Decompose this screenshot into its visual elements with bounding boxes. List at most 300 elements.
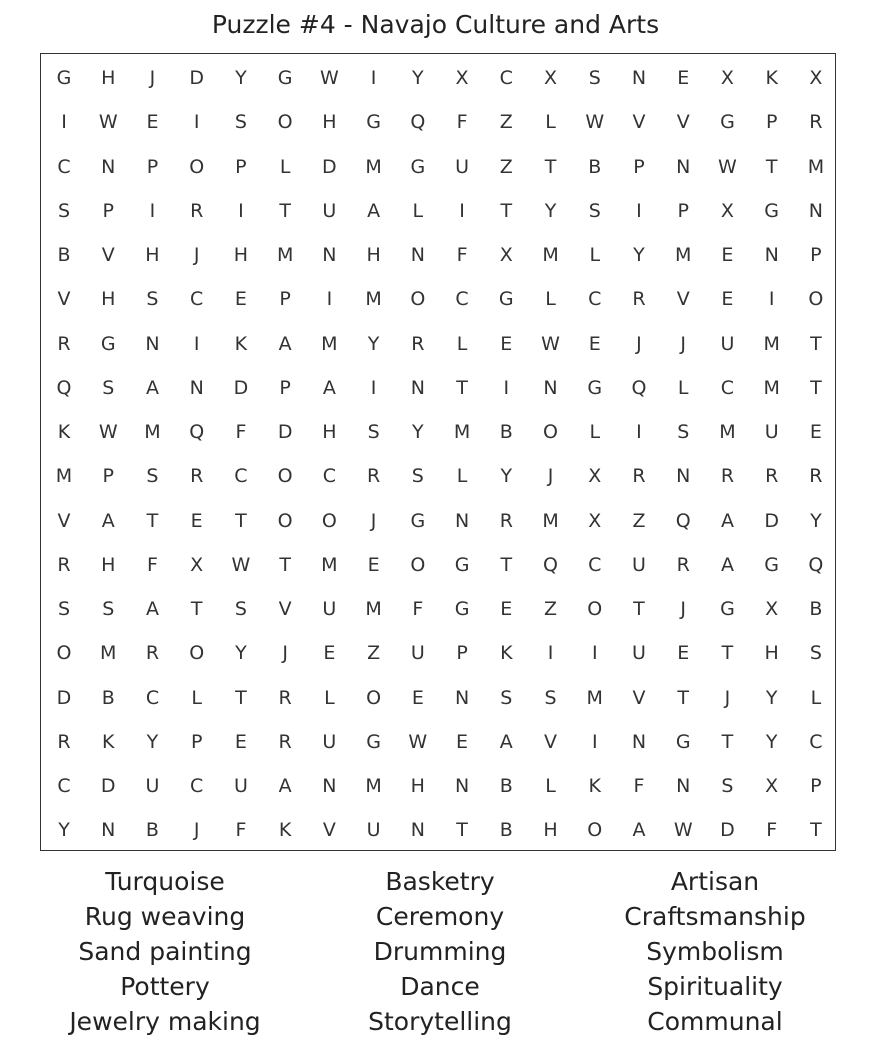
grid-letter: O bbox=[277, 111, 293, 134]
grid-letter: E bbox=[809, 421, 822, 443]
grid-letter: Y bbox=[412, 67, 424, 89]
grid-letter: D bbox=[764, 509, 779, 532]
letter-grid bbox=[40, 53, 836, 851]
grid-letter: I bbox=[503, 376, 510, 399]
grid-letter: H bbox=[322, 421, 337, 443]
grid-letter: N bbox=[808, 199, 824, 222]
grid-letter: C bbox=[57, 775, 71, 797]
word-item: Symbolism bbox=[646, 937, 784, 966]
grid-letter: H bbox=[322, 111, 337, 134]
grid-letter: I bbox=[636, 421, 642, 443]
grid-letter: J bbox=[680, 332, 687, 355]
grid-letter: J bbox=[547, 465, 554, 488]
grid-letter: T bbox=[721, 642, 734, 665]
grid-letter: F bbox=[633, 775, 645, 797]
grid-letter: D bbox=[322, 155, 337, 178]
grid-letter: K bbox=[765, 67, 778, 89]
grid-letter: E bbox=[721, 288, 734, 311]
grid-letter: R bbox=[57, 332, 71, 355]
grid-letter: A bbox=[499, 730, 513, 753]
grid-letter: O bbox=[366, 686, 382, 709]
grid-letter: G bbox=[410, 509, 426, 532]
grid-letter: L bbox=[412, 199, 424, 222]
grid-letter: T bbox=[633, 598, 645, 620]
grid-letter: J bbox=[724, 686, 731, 709]
grid-letter: M bbox=[365, 155, 382, 178]
word-item: Basketry bbox=[385, 867, 495, 896]
grid-letter: G bbox=[720, 598, 735, 620]
grid-letter: E bbox=[367, 553, 380, 576]
grid-letter: N bbox=[676, 155, 691, 178]
grid-letter: K bbox=[500, 642, 513, 665]
grid-letter: J bbox=[680, 598, 687, 620]
grid-letter: G bbox=[498, 288, 514, 311]
word-item: Sand painting bbox=[78, 937, 252, 966]
grid-letter: U bbox=[764, 421, 779, 443]
word-item: Turquoise bbox=[105, 867, 225, 896]
grid-letter: R bbox=[57, 553, 71, 576]
grid-letter: E bbox=[234, 730, 247, 753]
word-list-column-1 bbox=[35, 864, 295, 1039]
grid-letter: I bbox=[370, 67, 377, 89]
grid-letter: F bbox=[235, 819, 247, 842]
grid-letter: S bbox=[588, 67, 601, 89]
grid-letter: W bbox=[408, 730, 428, 753]
grid-letter: I bbox=[768, 288, 775, 311]
grid-letter: M bbox=[542, 509, 559, 532]
grid-letter: I bbox=[591, 730, 598, 753]
grid-letter: X bbox=[455, 67, 469, 89]
grid-letter: I bbox=[459, 199, 465, 222]
grid-letter: T bbox=[810, 376, 822, 399]
grid-letter: T bbox=[235, 686, 247, 709]
grid-letter: C bbox=[720, 376, 735, 399]
grid-letter: S bbox=[146, 288, 159, 311]
word-item: Artisan bbox=[670, 867, 760, 896]
grid-letter: I bbox=[193, 332, 200, 355]
grid-letter: P bbox=[190, 730, 203, 753]
grid-letter: C bbox=[588, 288, 602, 311]
grid-letter: P bbox=[456, 642, 468, 665]
word-item: Pottery bbox=[120, 972, 210, 1001]
grid-letter: X bbox=[544, 67, 558, 89]
grid-letter: N bbox=[764, 244, 779, 266]
grid-letter: R bbox=[278, 686, 292, 709]
grid-letter: R bbox=[809, 111, 823, 134]
grid-letter: N bbox=[101, 155, 116, 178]
grid-letter: P bbox=[146, 155, 159, 178]
grid-letter: C bbox=[190, 775, 204, 797]
grid-letter: Y bbox=[367, 332, 380, 355]
grid-letter: Y bbox=[235, 642, 247, 665]
grid-letter: O bbox=[587, 819, 603, 842]
grid-letter: C bbox=[455, 288, 469, 311]
grid-letter: W bbox=[585, 111, 605, 134]
grid-letter: M bbox=[144, 421, 161, 443]
grid-letter: T bbox=[500, 553, 513, 576]
grid-letter: T bbox=[279, 553, 291, 576]
grid-letter: N bbox=[410, 244, 425, 266]
grid-letter: S bbox=[57, 598, 71, 620]
grid-letter: K bbox=[101, 730, 115, 753]
grid-letter: M bbox=[453, 421, 471, 443]
grid-letter: R bbox=[190, 199, 204, 222]
grid-letter: Y bbox=[544, 199, 557, 222]
grid-letter: O bbox=[410, 553, 426, 576]
grid-letter: J bbox=[193, 244, 200, 266]
grid-letter: E bbox=[500, 332, 513, 355]
grid-letter: Q bbox=[410, 111, 426, 134]
grid-letter: S bbox=[677, 421, 690, 443]
grid-letter: C bbox=[57, 155, 71, 178]
grid-letter: N bbox=[676, 465, 691, 488]
grid-letter: C bbox=[145, 686, 160, 709]
grid-letter: V bbox=[57, 288, 71, 311]
grid-letter: S bbox=[721, 775, 734, 797]
grid-letter: J bbox=[636, 332, 642, 355]
grid-letter: A bbox=[720, 553, 734, 576]
grid-letter: V bbox=[322, 819, 336, 842]
grid-letter: E bbox=[234, 288, 247, 311]
grid-letter: U bbox=[632, 642, 646, 665]
grid-letter: G bbox=[454, 553, 470, 576]
grid-letter: M bbox=[365, 775, 382, 797]
grid-letter: U bbox=[322, 199, 337, 222]
grid-letter: G bbox=[366, 730, 381, 753]
grid-letter: L bbox=[589, 421, 601, 443]
grid-letter: M bbox=[807, 155, 825, 178]
grid-letter: Z bbox=[367, 642, 381, 665]
grid-letter: M bbox=[276, 244, 294, 266]
grid-letter: H bbox=[101, 67, 116, 89]
grid-letter: U bbox=[632, 553, 646, 576]
grid-letter: T bbox=[500, 199, 513, 222]
grid-letter: P bbox=[279, 376, 291, 399]
grid-letter: P bbox=[677, 199, 689, 222]
grid-letter: Q bbox=[543, 553, 558, 576]
grid-letter: C bbox=[322, 465, 337, 488]
grid-letter: F bbox=[235, 421, 247, 443]
grid-letter: X bbox=[809, 67, 823, 89]
grid-letter: M bbox=[542, 244, 559, 266]
grid-letter: V bbox=[676, 288, 690, 311]
grid-letter: S bbox=[588, 199, 601, 222]
grid-letter: L bbox=[810, 686, 822, 709]
grid-letter: E bbox=[456, 730, 469, 753]
grid-letter: O bbox=[587, 598, 603, 620]
grid-letter: V bbox=[632, 686, 646, 709]
grid-letter: U bbox=[410, 642, 425, 665]
grid-letter: F bbox=[456, 111, 468, 134]
grid-letter: N bbox=[322, 244, 337, 266]
grid-letter: I bbox=[547, 642, 554, 665]
grid-letter: I bbox=[149, 199, 156, 222]
grid-letter: A bbox=[145, 376, 159, 399]
grid-letter: L bbox=[589, 244, 601, 266]
grid-letter: F bbox=[146, 553, 158, 576]
grid-letter: K bbox=[588, 775, 601, 797]
grid-letter: R bbox=[499, 509, 513, 532]
grid-letter: H bbox=[233, 244, 249, 266]
grid-letter: M bbox=[55, 465, 73, 488]
grid-letter: P bbox=[633, 155, 645, 178]
grid-letter: A bbox=[278, 775, 292, 797]
grid-letter: B bbox=[499, 775, 513, 797]
grid-letter: N bbox=[454, 775, 470, 797]
grid-letter: T bbox=[279, 199, 291, 222]
grid-letter: Q bbox=[631, 376, 647, 399]
grid-letter: A bbox=[145, 598, 159, 620]
grid-letter: P bbox=[810, 775, 822, 797]
grid-letter: W bbox=[541, 332, 560, 355]
grid-letter: T bbox=[146, 509, 159, 532]
grid-letter: M bbox=[100, 642, 117, 665]
grid-letter: A bbox=[367, 199, 381, 222]
grid-letter: W bbox=[718, 155, 737, 178]
word-list-column-3 bbox=[585, 864, 845, 1039]
grid-letter: X bbox=[588, 465, 602, 488]
grid-letter: H bbox=[366, 244, 381, 266]
grid-letter: H bbox=[764, 642, 779, 665]
grid-letter: T bbox=[235, 509, 247, 532]
grid-letter: Q bbox=[808, 553, 824, 576]
grid-letter: O bbox=[410, 288, 426, 311]
grid-letter: G bbox=[764, 199, 780, 222]
grid-letter: M bbox=[763, 332, 780, 355]
grid-letter: M bbox=[675, 244, 692, 266]
grid-letter: O bbox=[543, 421, 558, 443]
grid-letter: J bbox=[282, 642, 288, 665]
grid-letter: M bbox=[321, 332, 338, 355]
grid-letter: Y bbox=[235, 67, 247, 89]
grid-letter: O bbox=[277, 465, 293, 488]
grid-letter: T bbox=[456, 819, 468, 842]
grid-letter: X bbox=[588, 509, 602, 532]
grid-letter: C bbox=[809, 730, 823, 753]
grid-letter: M bbox=[365, 598, 382, 620]
grid-letter: T bbox=[810, 332, 822, 355]
grid-letter: U bbox=[322, 730, 337, 753]
grid-letter: T bbox=[677, 686, 690, 709]
grid-letter: P bbox=[102, 199, 114, 222]
grid-letter: S bbox=[57, 199, 71, 222]
grid-letter: Z bbox=[544, 598, 558, 620]
grid-letter: L bbox=[456, 465, 468, 488]
grid-letter: R bbox=[278, 730, 292, 753]
grid-letter: L bbox=[545, 775, 556, 797]
grid-letter: E bbox=[146, 111, 159, 134]
grid-letter: L bbox=[279, 155, 291, 178]
grid-letter: Z bbox=[499, 155, 513, 178]
grid-letter: Y bbox=[633, 244, 645, 266]
grid-letter: R bbox=[57, 730, 71, 753]
grid-letter: O bbox=[189, 642, 205, 665]
grid-letter: N bbox=[454, 686, 470, 709]
grid-letter: M bbox=[586, 686, 603, 709]
grid-letter: W bbox=[319, 67, 339, 89]
grid-letter: P bbox=[235, 155, 247, 178]
grid-letter: N bbox=[454, 509, 470, 532]
word-item: Rug weaving bbox=[84, 902, 246, 931]
grid-letter: V bbox=[676, 111, 690, 134]
grid-letter: D bbox=[100, 775, 116, 797]
grid-letter: Y bbox=[58, 819, 70, 842]
grid-letter: Q bbox=[189, 421, 205, 443]
grid-letter: N bbox=[145, 332, 160, 355]
grid-letter: I bbox=[370, 376, 377, 399]
grid-letter: N bbox=[189, 376, 204, 399]
grid-letter: J bbox=[370, 509, 377, 532]
grid-letter: Y bbox=[146, 730, 159, 753]
grid-letter: H bbox=[101, 288, 116, 311]
grid-letter: T bbox=[544, 155, 557, 178]
grid-letter: A bbox=[101, 509, 115, 532]
grid-letter: J bbox=[149, 67, 156, 89]
grid-letter: U bbox=[455, 155, 470, 178]
grid-letter: G bbox=[675, 730, 691, 753]
grid-letter: Y bbox=[412, 421, 424, 443]
grid-letter: X bbox=[720, 67, 734, 89]
grid-letter: O bbox=[321, 509, 337, 532]
grid-letter: U bbox=[233, 775, 248, 797]
grid-letter: B bbox=[57, 244, 71, 266]
word-list-column-2 bbox=[310, 864, 570, 1039]
grid-letter: K bbox=[278, 819, 292, 842]
grid-letter: O bbox=[808, 288, 824, 311]
grid-letter: X bbox=[765, 598, 779, 620]
grid-letter: R bbox=[632, 465, 646, 488]
word-item: Communal bbox=[647, 1007, 783, 1036]
grid-letter: U bbox=[145, 775, 160, 797]
grid-letter: D bbox=[277, 421, 293, 443]
grid-letter: W bbox=[231, 553, 251, 576]
grid-letter: S bbox=[146, 465, 159, 488]
grid-letter: M bbox=[763, 376, 780, 399]
grid-letter: I bbox=[326, 288, 333, 311]
grid-letter: A bbox=[632, 819, 646, 842]
grid-letter: S bbox=[544, 686, 557, 709]
grid-letter: H bbox=[101, 553, 116, 576]
grid-letter: B bbox=[101, 686, 115, 709]
grid-letter: T bbox=[810, 819, 822, 842]
grid-letter: S bbox=[102, 376, 115, 399]
grid-letter: L bbox=[456, 332, 468, 355]
word-item: Dance bbox=[400, 972, 480, 1001]
grid-letter: R bbox=[765, 465, 779, 488]
grid-letter: U bbox=[720, 332, 735, 355]
grid-letter: B bbox=[499, 421, 513, 443]
grid-letter: A bbox=[322, 376, 336, 399]
grid-letter: Y bbox=[500, 465, 513, 488]
grid-letter: E bbox=[500, 598, 513, 620]
grid-letter: I bbox=[238, 199, 244, 222]
grid-letter: H bbox=[410, 775, 425, 797]
grid-letter: G bbox=[587, 376, 603, 399]
grid-letter: G bbox=[764, 553, 780, 576]
grid-letter: P bbox=[279, 288, 291, 311]
grid-letter: S bbox=[411, 465, 424, 488]
grid-letter: S bbox=[102, 598, 115, 620]
grid-letter: I bbox=[591, 642, 598, 665]
grid-letter: X bbox=[720, 199, 734, 222]
grid-letter: N bbox=[631, 67, 647, 89]
grid-letter: L bbox=[545, 288, 556, 311]
grid-letter: V bbox=[101, 244, 115, 266]
grid-letter: X bbox=[190, 553, 204, 576]
grid-letter: I bbox=[61, 111, 67, 134]
grid-letter: A bbox=[720, 509, 734, 532]
grid-letter: V bbox=[278, 598, 292, 620]
grid-letter: D bbox=[189, 67, 204, 89]
grid-letter: E bbox=[677, 642, 690, 665]
grid-letter: C bbox=[190, 288, 204, 311]
grid-letter: T bbox=[190, 598, 203, 620]
grid-letter: B bbox=[809, 598, 823, 620]
grid-letter: H bbox=[543, 819, 558, 842]
grid-letter: F bbox=[766, 819, 778, 842]
grid-letter: U bbox=[322, 598, 337, 620]
grid-letter: W bbox=[98, 421, 118, 443]
grid-letter: T bbox=[765, 155, 778, 178]
grid-letter: W bbox=[98, 111, 118, 134]
grid-letter: L bbox=[324, 686, 335, 709]
grid-letter: S bbox=[234, 111, 247, 134]
grid-letter: L bbox=[191, 686, 202, 709]
grid-letter: N bbox=[543, 376, 558, 399]
grid-letter: B bbox=[588, 155, 602, 178]
puzzle-title: Puzzle #4 - Navajo Culture and Arts bbox=[211, 10, 660, 39]
grid-letter: S bbox=[367, 421, 380, 443]
grid-letter: A bbox=[278, 332, 292, 355]
grid-letter: V bbox=[57, 509, 71, 532]
grid-letter: Q bbox=[56, 376, 72, 399]
grid-letter: G bbox=[366, 111, 381, 134]
grid-letter: R bbox=[676, 553, 690, 576]
grid-letter: B bbox=[499, 819, 513, 842]
grid-letter: V bbox=[544, 730, 558, 753]
grid-letter: K bbox=[234, 332, 248, 355]
grid-letter: N bbox=[631, 730, 647, 753]
grid-letter: R bbox=[632, 288, 646, 311]
grid-letter: K bbox=[57, 421, 71, 443]
grid-letter: G bbox=[56, 67, 72, 89]
grid-letter: D bbox=[56, 686, 72, 709]
grid-letter: O bbox=[277, 509, 293, 532]
grid-letter: Y bbox=[810, 509, 822, 532]
grid-letter: H bbox=[145, 244, 160, 266]
grid-letter: B bbox=[145, 819, 159, 842]
grid-letter: L bbox=[545, 111, 556, 134]
grid-letter: M bbox=[321, 553, 338, 576]
grid-letter: E bbox=[721, 244, 734, 266]
grid-letter: T bbox=[456, 376, 468, 399]
grid-letter: O bbox=[189, 155, 205, 178]
grid-letter: F bbox=[456, 244, 468, 266]
grid-letter: C bbox=[234, 465, 248, 488]
grid-letter: J bbox=[193, 819, 200, 842]
grid-letter: U bbox=[366, 819, 381, 842]
grid-letter: M bbox=[365, 288, 382, 311]
grid-letter: S bbox=[500, 686, 513, 709]
grid-letter: Z bbox=[499, 111, 513, 134]
grid-letter: Y bbox=[765, 686, 778, 709]
grid-letter: G bbox=[720, 111, 735, 134]
grid-letter: G bbox=[410, 155, 426, 178]
grid-letter: Q bbox=[675, 509, 691, 532]
grid-letter: S bbox=[809, 642, 822, 665]
grid-letter: N bbox=[676, 775, 691, 797]
grid-letter: R bbox=[720, 465, 735, 488]
